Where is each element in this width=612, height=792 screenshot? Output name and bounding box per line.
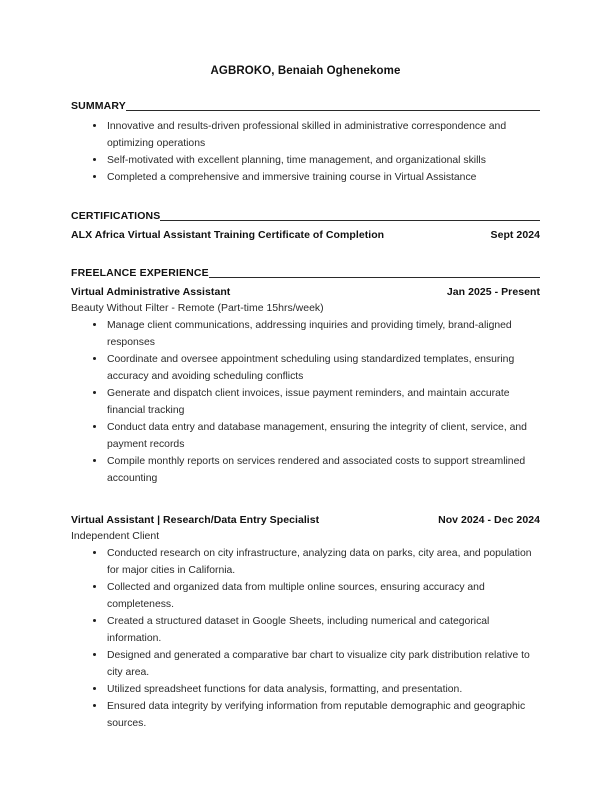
- list-item: [71, 647, 540, 681]
- list-item: [71, 453, 540, 487]
- certification-entry: [71, 228, 540, 243]
- bullet-icon: [93, 425, 96, 428]
- job-header: [71, 285, 540, 300]
- experience-entry: [71, 285, 540, 487]
- list-item-text: Conduct data entry and database management, ensuring the integrity of client, service, and payment records: [107, 422, 527, 450]
- job-subtitle: Beauty Without Filter - Remote (Part-time 15hrs/week): [71, 302, 324, 314]
- bullet-icon: [93, 653, 96, 656]
- list-item-text: Manage client communications, addressing inquiries and providing timely, brand-aligned responses: [107, 320, 512, 348]
- list-item-text: Self-motivated with excellent planning, time management, and organizational skills: [107, 155, 486, 166]
- list-item: [71, 698, 540, 732]
- section-rule: [160, 220, 540, 221]
- section-heading-certifications: [71, 210, 540, 223]
- job-header: [71, 513, 540, 528]
- section-rule: [209, 277, 540, 278]
- list-item: [71, 169, 540, 186]
- list-item: [71, 579, 540, 613]
- list-item-text: Conducted research on city infrastructure, analyzing data on parks, city area, and population for major cities in California.: [107, 548, 532, 576]
- job-title: Virtual Administrative Assistant: [71, 286, 231, 298]
- list-item-text: Innovative and results-driven professional skilled in administrative correspondence and optimizing operations: [107, 121, 507, 149]
- list-item: [71, 419, 540, 453]
- list-item-text: Completed a comprehensive and immersive training course in Virtual Assistance: [107, 172, 477, 183]
- section-rule: [126, 110, 540, 111]
- bullet-icon: [93, 391, 96, 394]
- section-certifications: [71, 210, 540, 243]
- job-date: Jan 2025 - Present: [446, 286, 540, 298]
- bullet-icon: [93, 459, 96, 462]
- section-heading-certifications-label: CERTIFICATIONS: [71, 210, 161, 222]
- job-bullet-list: [71, 545, 540, 732]
- list-item-text: Designed and generated a comparative bar chart to visualize city park distribution relative to city area.: [107, 650, 530, 678]
- bullet-icon: [93, 175, 96, 178]
- list-item: [71, 118, 540, 152]
- list-item: [71, 152, 540, 169]
- summary-bullet-list: [71, 118, 540, 186]
- bullet-icon: [93, 551, 96, 554]
- bullet-icon: [93, 357, 96, 360]
- bullet-icon: [93, 619, 96, 622]
- bullet-icon: [93, 585, 96, 588]
- list-item-text: Utilized spreadsheet functions for data analysis, formatting, and presentation.: [107, 684, 463, 695]
- job-date: Nov 2024 - Dec 2024: [438, 514, 540, 526]
- list-item: [71, 385, 540, 419]
- list-item-text: Created a structured dataset in Google Sheets, including numerical and categorical information.: [107, 616, 490, 644]
- list-item: [71, 613, 540, 647]
- section-heading-summary-label: SUMMARY: [71, 100, 126, 112]
- list-item: [71, 681, 540, 698]
- list-item-text: Collected and organized data from multiple online sources, ensuring accuracy and completeness.: [107, 582, 485, 610]
- section-freelance-experience: [71, 267, 540, 732]
- section-heading-summary: [71, 100, 540, 113]
- list-item-text: Coordinate and oversee appointment scheduling using standardized templates, ensuring accuracy and avoiding scheduling conflicts: [107, 354, 515, 382]
- list-item-text: Generate and dispatch client invoices, issue payment reminders, and maintain accurate financial tracking: [107, 388, 510, 416]
- job-bullet-list: [71, 317, 540, 487]
- list-item: [71, 351, 540, 385]
- experience-entry: [71, 513, 540, 732]
- list-item: [71, 545, 540, 579]
- section-heading-experience-label: FREELANCE EXPERIENCE: [71, 267, 209, 279]
- resume-content: [71, 64, 540, 732]
- job-title: Virtual Assistant | Research/Data Entry Specialist: [71, 514, 320, 526]
- certification-title: ALX Africa Virtual Assistant Training Certificate of Completion: [71, 229, 385, 241]
- bullet-icon: [93, 124, 96, 127]
- certification-date: Sept 2024: [490, 229, 540, 241]
- bullet-icon: [93, 704, 96, 707]
- section-summary: [71, 100, 540, 186]
- bullet-icon: [93, 323, 96, 326]
- section-heading-experience: [71, 267, 540, 280]
- page-title: AGBROKO, Benaiah Oghenekome: [210, 65, 401, 77]
- bullet-icon: [93, 687, 96, 690]
- job-subtitle: Independent Client: [71, 530, 160, 542]
- list-item: [71, 317, 540, 351]
- bullet-icon: [93, 158, 96, 161]
- list-item-text: Compile monthly reports on services rendered and associated costs to support streamlined accounting: [107, 456, 526, 484]
- list-item-text: Ensured data integrity by verifying information from reputable demographic and geographic sources.: [107, 701, 526, 729]
